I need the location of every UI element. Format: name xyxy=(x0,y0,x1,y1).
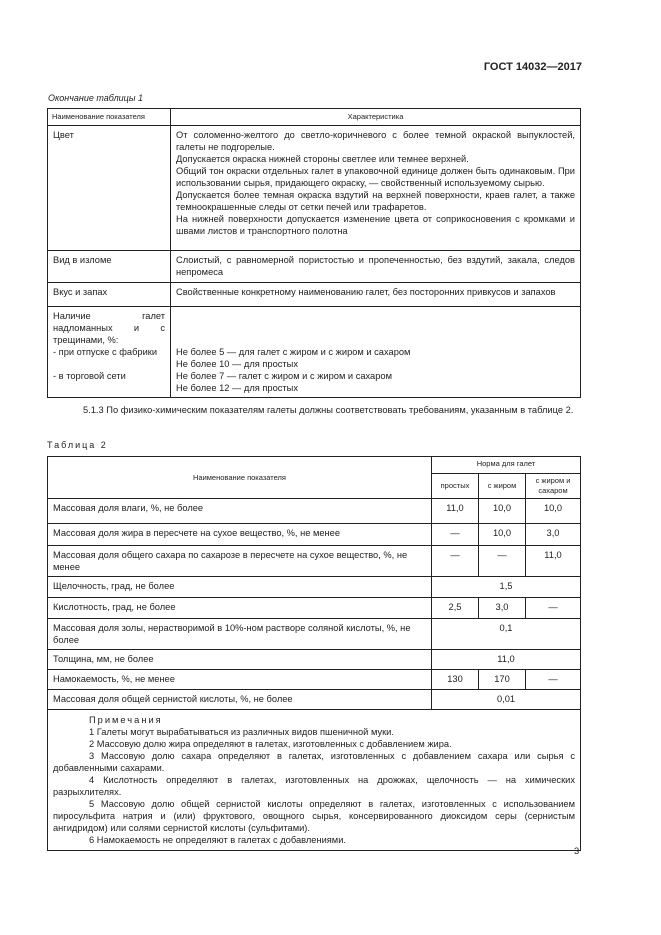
table-row xyxy=(48,251,581,283)
row-name: Массовая доля золы, нерастворимой в 10%-ном растворе соляной кислоты, %, не более xyxy=(48,619,432,650)
row-name: Массовая доля влаги, %, не более xyxy=(48,499,432,524)
table-1 xyxy=(47,108,581,398)
row-value: 3,0 xyxy=(479,598,526,619)
table-row xyxy=(48,126,581,251)
table-row xyxy=(48,283,581,307)
row-value: 170 xyxy=(479,670,526,690)
standard-code: ГОСТ 14032—2017 xyxy=(483,61,582,73)
row-value: 10,0 xyxy=(526,499,581,524)
row-name: Цвет xyxy=(48,126,171,251)
table2-label: Таблица 2 xyxy=(47,440,108,450)
header-name: Наименование показателя xyxy=(48,109,171,126)
subheader: с жиром xyxy=(479,474,526,499)
table-row xyxy=(48,499,581,524)
header-group: Норма для галет xyxy=(432,457,581,474)
row-name: Щелочность, град, не более xyxy=(48,577,432,598)
row-name: Кислотность, град, не более xyxy=(48,598,432,619)
row-value: Не более 5 — для галет с жиром и с жиром и сахаром Не более 10 — для простых Не более 7 — галет с жиром и с жиром и сахаром Не более 12 — для простых xyxy=(171,307,581,398)
row-value: — xyxy=(526,670,581,690)
row-value: — xyxy=(432,546,479,577)
table-header xyxy=(48,109,581,126)
table-row xyxy=(48,524,581,546)
row-value: — xyxy=(479,546,526,577)
table-row xyxy=(48,577,581,598)
table-row xyxy=(48,307,581,398)
subheader: с жиром и сахаром xyxy=(526,474,581,499)
subheader: простых xyxy=(432,474,479,499)
header-characteristic: Характеристика xyxy=(171,109,581,126)
table-row xyxy=(48,650,581,670)
table-row xyxy=(48,546,581,577)
row-value: 3,0 xyxy=(526,524,581,546)
row-value: Свойственные конкретному наименованию галет, без посторонних привкусов и запахов xyxy=(171,283,581,307)
row-value: 0,01 xyxy=(432,690,581,710)
table-2 xyxy=(47,456,581,851)
row-name: Вкус и запах xyxy=(48,283,171,307)
row-value: 10,0 xyxy=(479,499,526,524)
row-value: 2,5 xyxy=(432,598,479,619)
row-value: — xyxy=(432,524,479,546)
row-value: — xyxy=(526,598,581,619)
row-name: Массовая доля общей сернистой кислоты, %, не более xyxy=(48,690,432,710)
table-row xyxy=(48,598,581,619)
row-value: 130 xyxy=(432,670,479,690)
row-value: От соломенно-желтого до светло-коричневого с более темной окраской выпуклостей, галеты не подгорелые. Допускается окраска нижней стороны светлее или темнее верхней. Общий тон окраски отдельных галет в упаковочной единице должен быть одинаковым. При использовании сырья, придающего окраску, — свойственный используемому сырью. Допускается более темная окраска вздутий на верхней поверхности, краев галет, а также темноокрашенные следы от сетки печей или трафаретов. На нижней поверхности допускается изменение цвета от соприкосновения с кромками и швами листов и транспортного полотна xyxy=(171,126,581,251)
page-number: 3 xyxy=(574,846,580,856)
table-row xyxy=(48,690,581,710)
row-value: 10,0 xyxy=(479,524,526,546)
table1-caption: Окончание таблицы 1 xyxy=(48,93,143,103)
paragraph-5-1-3: 5.1.3 По физико-химическим показателям галеты должны соответствовать требованиям, указанным в таблице 2. xyxy=(83,405,574,415)
row-name: Намокаемость, %, не менее xyxy=(48,670,432,690)
row-name: Массовая доля жира в пересчете на сухое вещество, %, не менее xyxy=(48,524,432,546)
row-name: Вид в изломе xyxy=(48,251,171,283)
row-value: 1,5 xyxy=(432,577,581,598)
row-value: 0,1 xyxy=(432,619,581,650)
table-row xyxy=(48,619,581,650)
row-value: Слоистый, с равномерной пористостью и пропеченностью, без вздутий, закала, следов непромеса xyxy=(171,251,581,283)
row-value: 11,0 xyxy=(432,499,479,524)
header-name: Наименование показателя xyxy=(48,457,432,499)
notes: Примечания 1 Галеты могут вырабатываться из различных видов пшеничной муки. 2 Массовую долю жира определяют в галетах, изготовленных с добавлением жира. 3 Массовую долю сахара определяют в галетах, изготовленных с добавлением сахара или сырья с добавленными сахарами. 4 Кислотность определяют в галетах, изготовленных на дрожжах, щелочность — на химических разрыхлителях. 5 Массовую долю общей сернистой кислоты определяют в галетах, изготовленных с использованием пиросульфита натрия и (или) фруктового, овощного сырья, консервированного диоксидом серы (сернистым ангидридом) или солями сернистой кислоты (сульфитами). 6 Намокаемость не определяют в галетах с добавлениями. xyxy=(48,710,581,851)
row-value: 11,0 xyxy=(526,546,581,577)
row-name: Наличие галет надломанных и с трещинами, %: - при отпуске с фабрики - в торговой сети xyxy=(48,307,171,398)
row-value: 11,0 xyxy=(432,650,581,670)
row-name: Массовая доля общего сахара по сахарозе в пересчете на сухое вещество, %, не менее xyxy=(48,546,432,577)
row-name: Толщина, мм, не более xyxy=(48,650,432,670)
table-row xyxy=(48,670,581,690)
